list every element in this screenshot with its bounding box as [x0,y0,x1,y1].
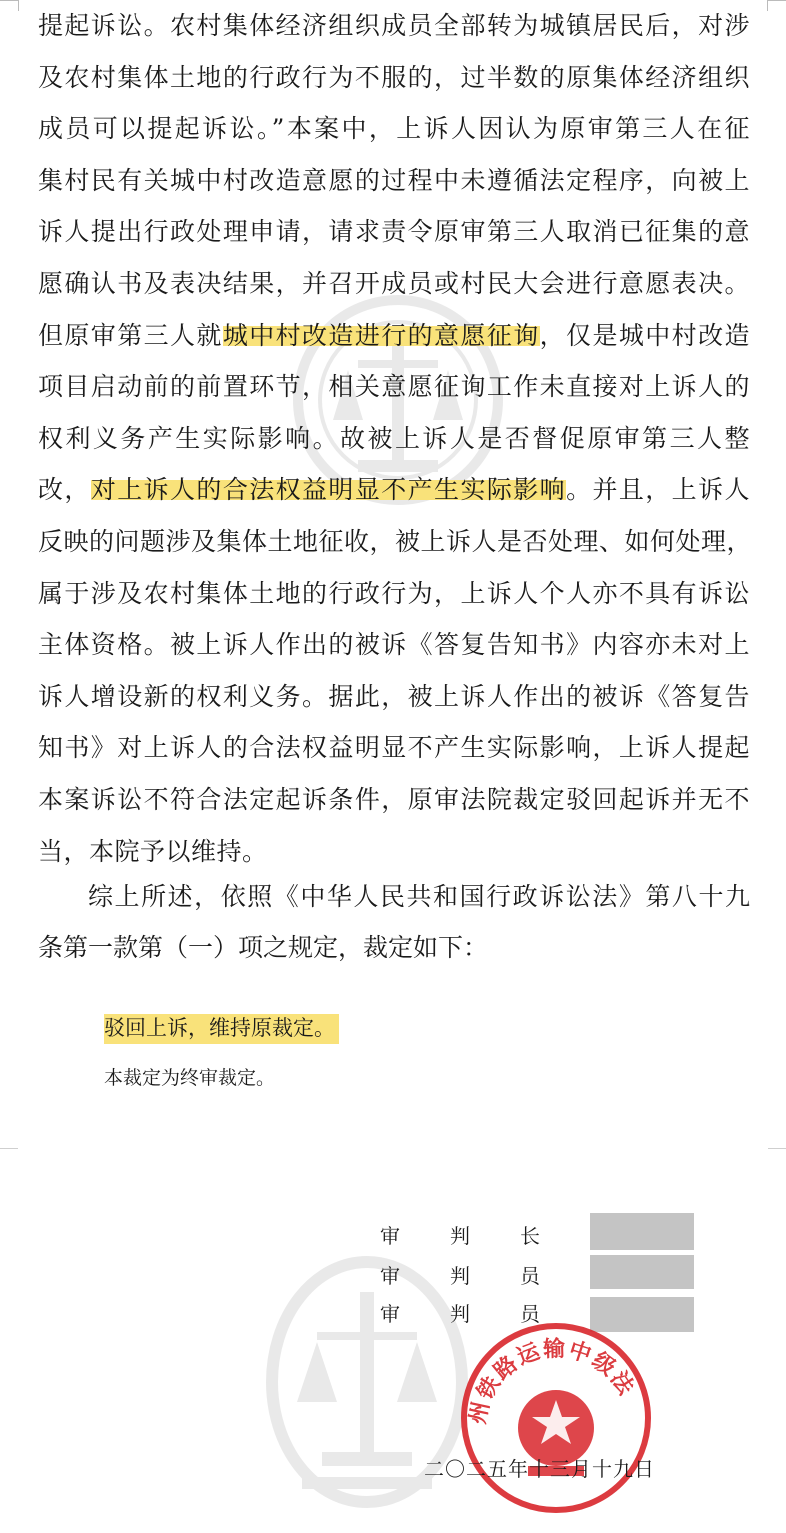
body-line-highlighted [38,310,750,362]
highlighted-phrase: 对上诉人的合法权益明显不产生实际影响 [90,475,567,505]
sig-char: 长 [520,1224,540,1248]
conclusion-line-2: 条第一款第（一）项之规定，裁定如下： [38,933,489,962]
crop-mark-mid-left [0,1148,18,1149]
ruling-main: 驳回上诉，维持原裁定。 [104,1006,339,1050]
redacted-name-judge-1 [590,1255,694,1289]
conclusion-line-1: 综上所述，依照《中华人民共和国行政诉讼法》第八十九 [88,882,750,911]
body-line: 及农村集体土地的行政行为不服的，过半数的原集体经济组织 [38,62,750,92]
sig-char: 判 [450,1224,470,1248]
conclusion-paragraph [38,871,750,973]
signature-judge-1 [380,1260,590,1289]
sig-char: 判 [450,1302,470,1326]
body-line: 集村民有关城中村改造意愿的过程中未遵循法定程序，向被上 [38,165,750,195]
text-segment: 但原审第三人就 [38,320,223,350]
body-line: 成员可以提起诉讼。”本案中，上诉人因认为原审第三人在征 [38,114,750,144]
sig-char: 判 [450,1264,470,1288]
body-line-highlighted [38,464,750,516]
judgment-date: 二〇二五年十三月十九日 [424,1457,655,1481]
sig-char: 员 [520,1302,540,1326]
body-line: 反映的问题涉及集体土地征收，被上诉人是否处理、如何处理， [38,526,753,556]
body-line: 知书》对上诉人的合法权益明显不产生实际影响，上诉人提起 [38,733,750,763]
signature-presiding-judge [380,1220,590,1249]
body-line: 主体资格。被上诉人作出的被诉《答复告知书》内容亦未对上 [38,630,750,660]
body-line: 项目启动前的前置环节，相关意愿征询工作未直接对上诉人的 [38,372,750,402]
body-line: 诉人增设新的权利义务。据此，被上诉人作出的被诉《答复告 [38,681,750,711]
sig-char: 员 [520,1264,540,1288]
crop-mark-top-left [0,0,19,11]
sig-char: 审 [380,1264,400,1288]
body-line: 诉人提出行政处理申请，请求责令原审第三人取消已征集的意 [38,217,750,247]
body-line: 提起诉讼。农村集体经济组织成员全部转为城镇居民后，对涉 [38,11,750,40]
body-line: 当，本院予以维持。 [38,836,268,866]
highlighted-phrase: 城中村改造进行的意愿征询 [222,320,540,350]
body-line: 本案诉讼不符合法定起诉条件，原审法院裁定驳回起诉并无不 [38,784,750,814]
sig-char: 审 [380,1302,400,1326]
seal-text: 州铁路运输中级法 [465,1336,640,1427]
ruling-final-note: 本裁定为终审裁定。 [104,1067,276,1089]
text-segment: ，仅是城中村改造 [539,320,750,350]
text-segment: 改， [38,475,91,505]
crop-mark-mid-right [768,1148,786,1149]
sig-char: 审 [380,1224,400,1248]
court-seal-stamp-icon [458,1320,654,1516]
redacted-name-presiding-judge [590,1213,694,1250]
text-segment: 。并且，上诉人 [566,475,750,505]
judgment-body [38,0,753,877]
ruling-section [104,1006,339,1100]
body-line: 愿确认书及表决结果，并召开成员或村民大会进行意愿表决。 [38,268,750,298]
body-line: 权利义务产生实际影响。故被上诉人是否督促原审第三人整 [38,423,750,453]
body-line: 属于涉及农村集体土地的行政行为，上诉人个人亦不具有诉讼 [38,578,750,608]
crop-mark-top-right [767,0,786,11]
